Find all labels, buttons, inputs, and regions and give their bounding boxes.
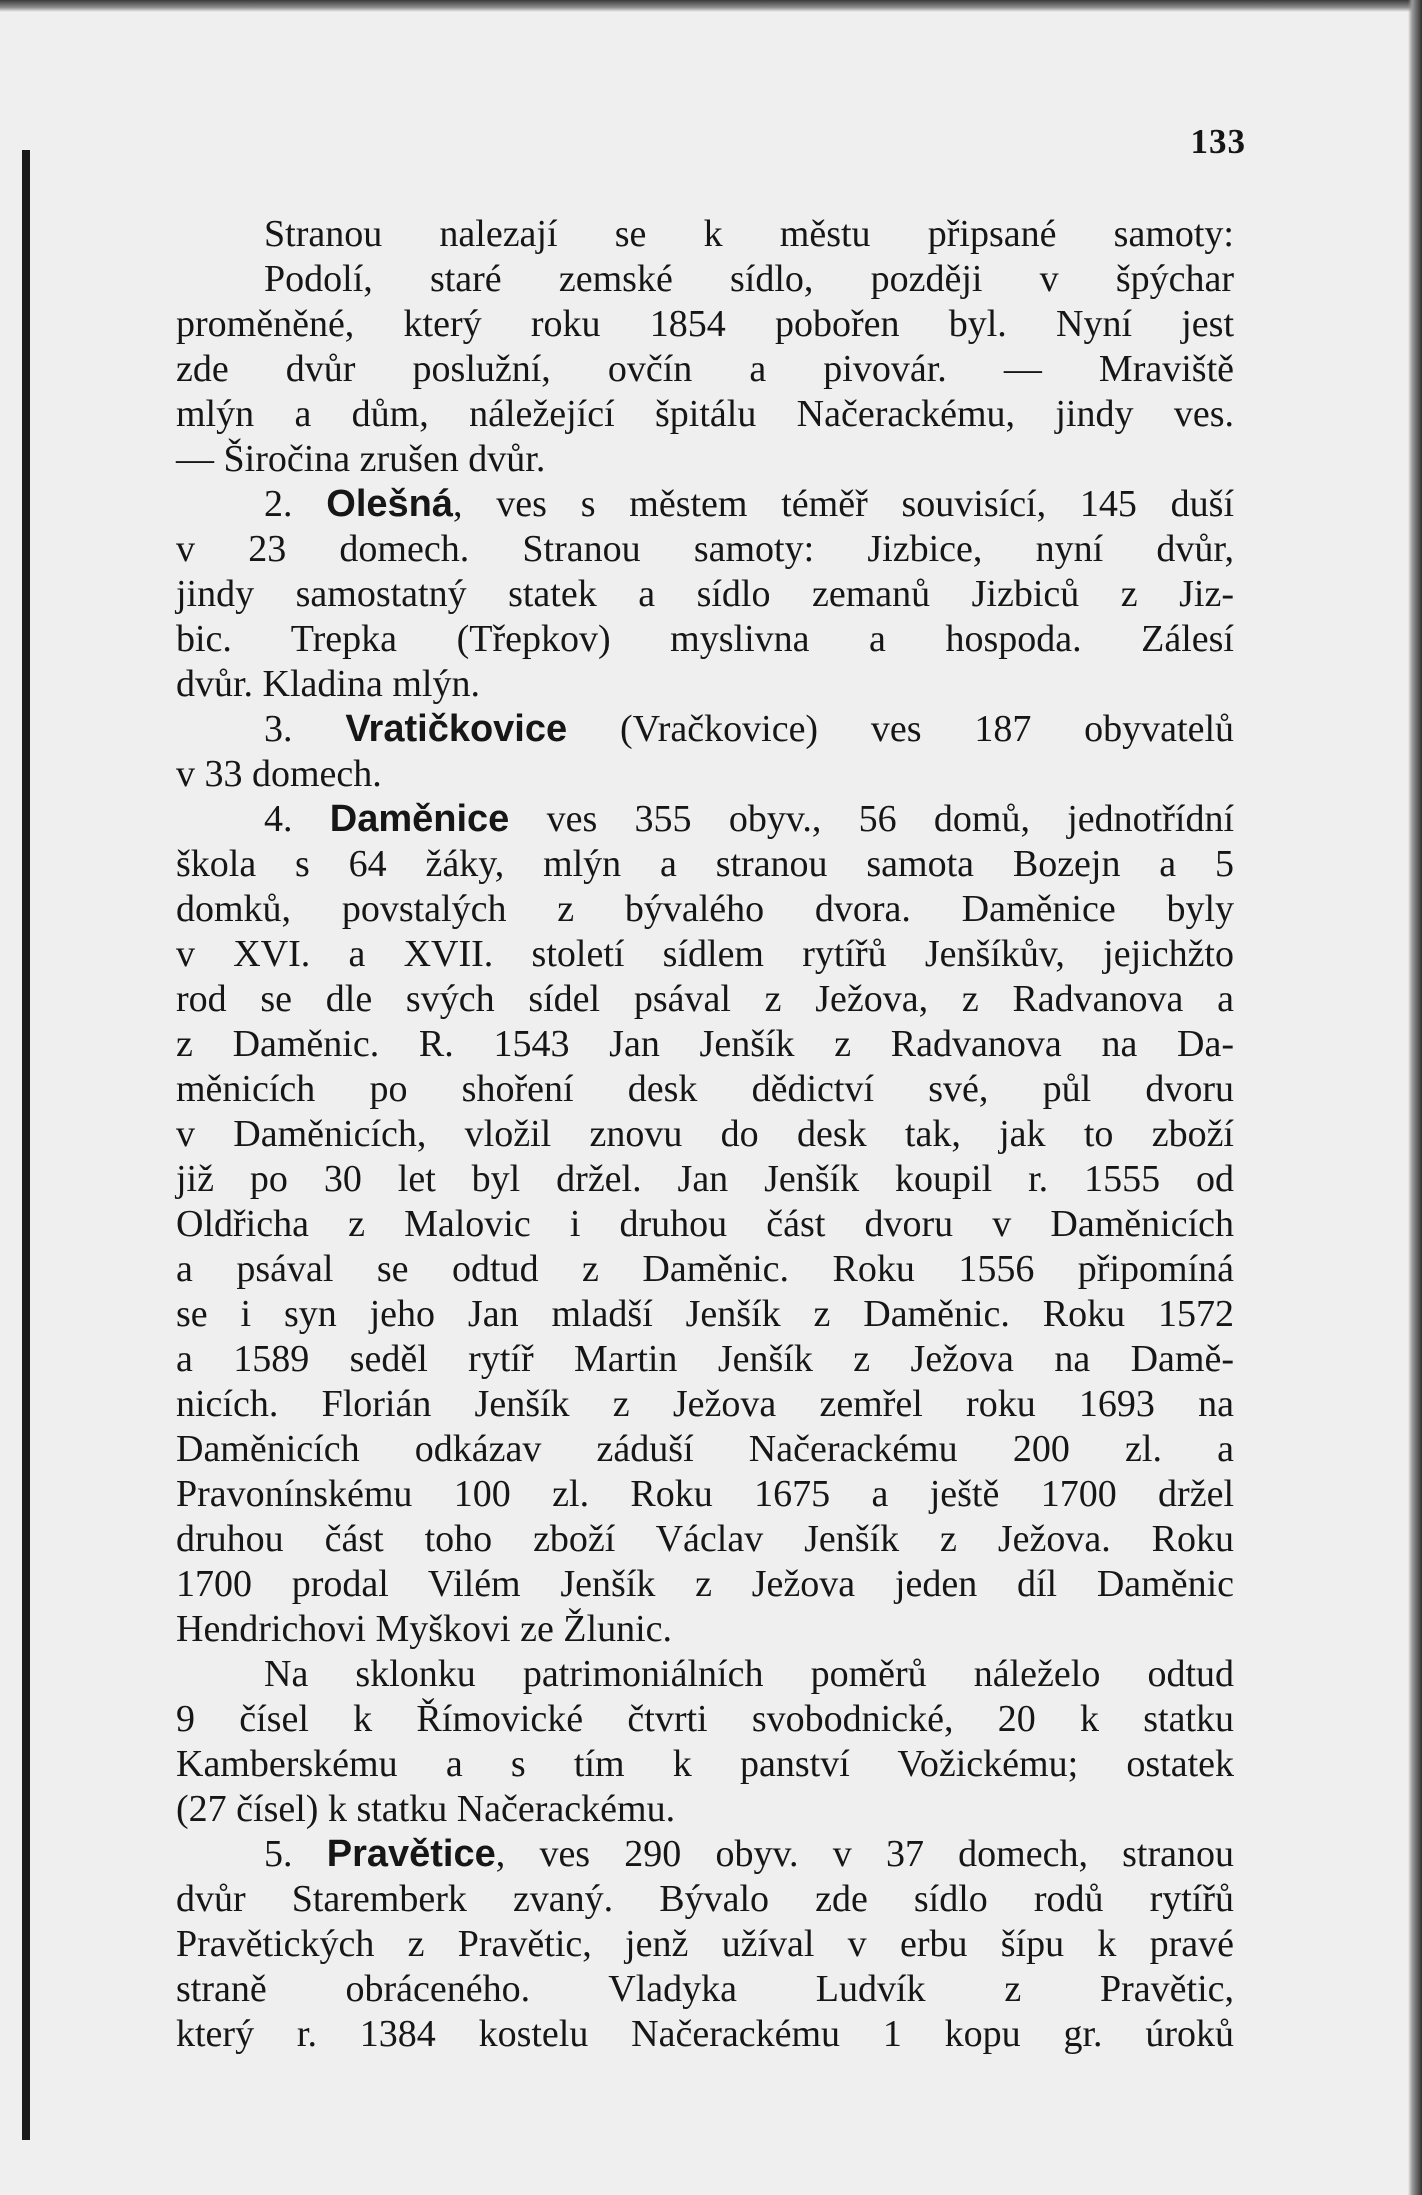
text-line: Hendrichovi Myškovi ze Žlunic. [176, 1608, 673, 1650]
entry-heading: Olešná [326, 483, 454, 525]
text-line: rod se dle svých sídel psával z Ježova, z Radvanova a [176, 978, 1234, 1020]
entry-number: 5. [264, 1833, 327, 1875]
text-line: Kamberskému a s tím k panství Vožickému; ostatek [176, 1743, 1234, 1785]
text-line: 1700 prodal Vilém Jenšík z Ježova jeden díl Daměnic [176, 1563, 1234, 1605]
text-line: domků, povstalých z bývalého dvora. Daměnice byly [176, 888, 1234, 930]
text-line: straně obráceného. Vladyka Ludvík z Pravětic, [176, 1968, 1234, 2010]
text-line: nicích. Florián Jenšík z Ježova zemřel roku 1693 na [176, 1383, 1234, 1425]
text-line: Pravětických z Pravětic, jenž užíval v erbu šípu k pravé [176, 1923, 1234, 1965]
text-line: zde dvůr poslužní, ovčín a pivovár. — Mraviště [176, 348, 1234, 390]
text-line: měnicích po shoření desk dědictví své, půl dvoru [176, 1068, 1234, 1110]
text-line: 9 čísel k Římovické čtvrti svobodnické, 20 k statku [176, 1698, 1234, 1740]
text-line [176, 1832, 1234, 1877]
text-line: mlýn a dům, náležející špitálu Načerackému, jindy ves. [176, 393, 1234, 435]
entry-heading: Vratičkovice [345, 708, 568, 750]
entry-heading: Daměnice [329, 798, 510, 840]
text-line: z Daměnic. R. 1543 Jan Jenšík z Radvanova na Da- [176, 1023, 1234, 1065]
text-line: v 33 domech. [176, 753, 382, 795]
text-line: druhou část toho zboží Václav Jenšík z Ježova. Roku [176, 1518, 1234, 1560]
text-line: dvůr Staremberk zvaný. Bývalo zde sídlo rodů rytířů [176, 1878, 1234, 1920]
text-line: v 23 domech. Stranou samoty: Jizbice, nyní dvůr, [176, 528, 1234, 570]
text-line: Pravonínskému 100 zl. Roku 1675 a ještě 1700 držel [176, 1473, 1234, 1515]
text-line: škola s 64 žáky, mlýn a stranou samota Bozejn a 5 [176, 843, 1234, 885]
text-line: a 1589 seděl rytíř Martin Jenšík z Ježova na Damě- [176, 1338, 1234, 1380]
text-line: Podolí, staré zemské sídlo, později v špýchar [264, 258, 1234, 300]
entry-number: 3. [264, 708, 346, 750]
page-binding-edge [22, 150, 30, 2140]
text-line: dvůr. Kladina mlýn. [176, 663, 480, 705]
entry-text: (Vračkovice) ves 187 obyvatelů [567, 708, 1235, 750]
text-line [176, 797, 1234, 842]
text-line: Stranou nalezají se k městu připsané samoty: [264, 213, 1234, 255]
text-line: již po 30 let byl držel. Jan Jenšík koupil r. 1555 od [176, 1158, 1234, 1200]
text-line: — Širočina zrušen dvůr. [176, 438, 546, 480]
text-line: který r. 1384 kostelu Načerackému 1 kopu gr. úroků [176, 2013, 1234, 2055]
body-text [176, 212, 1234, 2057]
text-line: v Daměnicích, vložil znovu do desk tak, jak to zboží [176, 1113, 1234, 1155]
page-right-shadow [1408, 0, 1422, 2195]
text-line: Oldřicha z Malovic i druhou část dvoru v Daměnicích [176, 1203, 1234, 1245]
text-line: Na sklonku patrimoniálních poměrů náleželo odtud [264, 1653, 1234, 1695]
entry-text: ves 355 obyv., 56 domů, jednotřídní [509, 798, 1234, 840]
text-line: se i syn jeho Jan mladší Jenšík z Daměnic. Roku 1572 [176, 1293, 1234, 1335]
page-number: 133 [1190, 122, 1246, 161]
text-line [176, 707, 1234, 752]
text-line: Daměnicích odkázav záduší Načerackému 200 zl. a [176, 1428, 1234, 1470]
entry-text: , ves 290 obyv. v 37 domech, stranou [495, 1833, 1235, 1875]
entry-number: 4. [264, 798, 330, 840]
text-line: bic. Trepka (Třepkov) myslivna a hospoda. Zálesí [176, 618, 1234, 660]
text-line: proměněné, který roku 1854 pobořen byl. Nyní jest [176, 303, 1234, 345]
text-line: jindy samostatný statek a sídlo zemanů Jizbiců z Jiz- [176, 573, 1234, 615]
entry-number: 2. [264, 483, 327, 525]
page-top-shadow [0, 0, 1422, 12]
entry-heading: Pravětice [326, 1833, 496, 1875]
text-line: (27 čísel) k statku Načerackému. [176, 1788, 676, 1830]
text-line [176, 482, 1234, 527]
text-line: v XVI. a XVII. století sídlem rytířů Jenšíkův, jejichžto [176, 933, 1234, 975]
text-line: a psával se odtud z Daměnic. Roku 1556 připomíná [176, 1248, 1234, 1290]
entry-text: , ves s městem téměř souvisící, 145 duší [453, 483, 1235, 525]
